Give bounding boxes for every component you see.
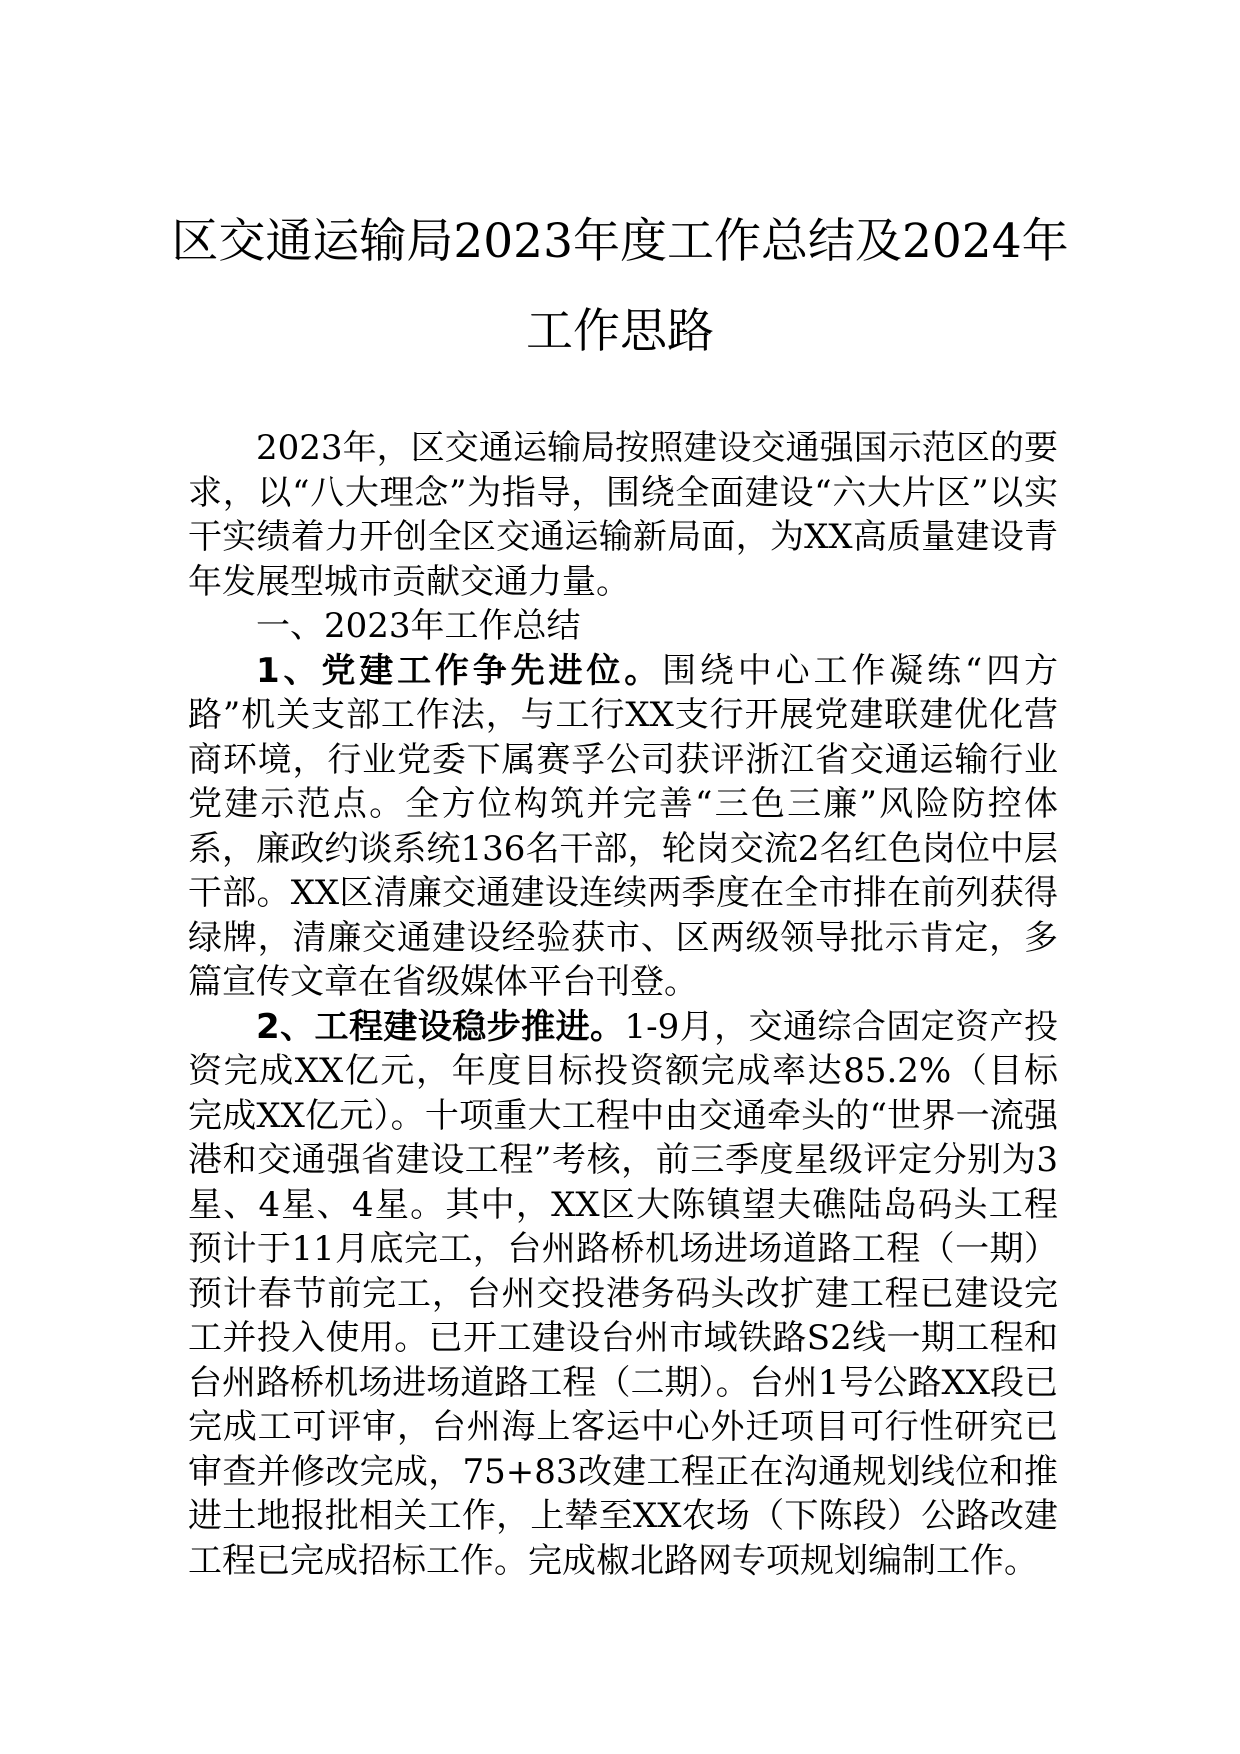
document-title-line-1: 区交通运输局2023年度工作总结及2024年 — [171, 214, 1069, 269]
document-body — [188, 426, 1058, 1583]
item-1-text: 围绕中心工作凝练“四方路”机关支部工作法，与工行XX支行开展党建联建优化营商环境，行业党委下属赛孚公司获评浙江省交通运输行业党建示范点。全方位构筑并完善“三色三廉”风险防控体系，廉政约谈系统136名干部，轮岗交流2名红色岗位中层干部。XX区清廉交通建设连续两季度在全市排在前列获得绿牌，清廉交通建设经验获市、区两级领导批示肯定，多篇宣传文章在省级媒体平台刊登。 — [188, 650, 1058, 1002]
section-heading: 一、2023年工作总结 — [256, 606, 581, 646]
document-title-line-2: 工作思路 — [526, 304, 714, 359]
item-2-lead: 2、工程建设稳步推进。 — [256, 1006, 625, 1047]
item-2-text: 1-9月，交通综合固定资产投资完成XX亿元，年度目标投资额完成率达85.2%（目标完成XX亿元）。十项重大工程中由交通牵头的“世界一流强港和交通强省建设工程”考核，前三季度星级评定分别为3星、4星、4星。其中，XX区大陈镇望夫礁陆岛码头工程预计于11月底完工，台州路桥机场进场道路工程（一期）预计春节前完工，台州交投港务码头改扩建工程已建设完工并投入使用。已开工建设台州市域铁路S2线一期工程和台州路桥机场进场道路工程（二期）。台州1号公路XX段已完成工可评审，台州海上客运中心外迁项目可行性研究已审查并修改完成，75+83改建工程正在沟通规划线位和推进土地报批相关工作，上辇至XX农场（下陈段）公路改建工程已完成招标工作。完成椒北路网专项规划编制工作。 — [188, 1006, 1058, 1581]
item-2-paragraph — [188, 1005, 1058, 1584]
item-1-lead: 1、党建工作争先进位。 — [256, 650, 663, 691]
item-1-paragraph — [188, 649, 1058, 1005]
intro-paragraph: 2023年，区交通运输局按照建设交通强国示范区的要求，以“八大理念”为指导，围绕全面建设“六大片区”以实干实绩着力开创全区交通运输新局面，为XX高质量建设青年发展型城市贡献交通力量。 — [188, 428, 1058, 602]
